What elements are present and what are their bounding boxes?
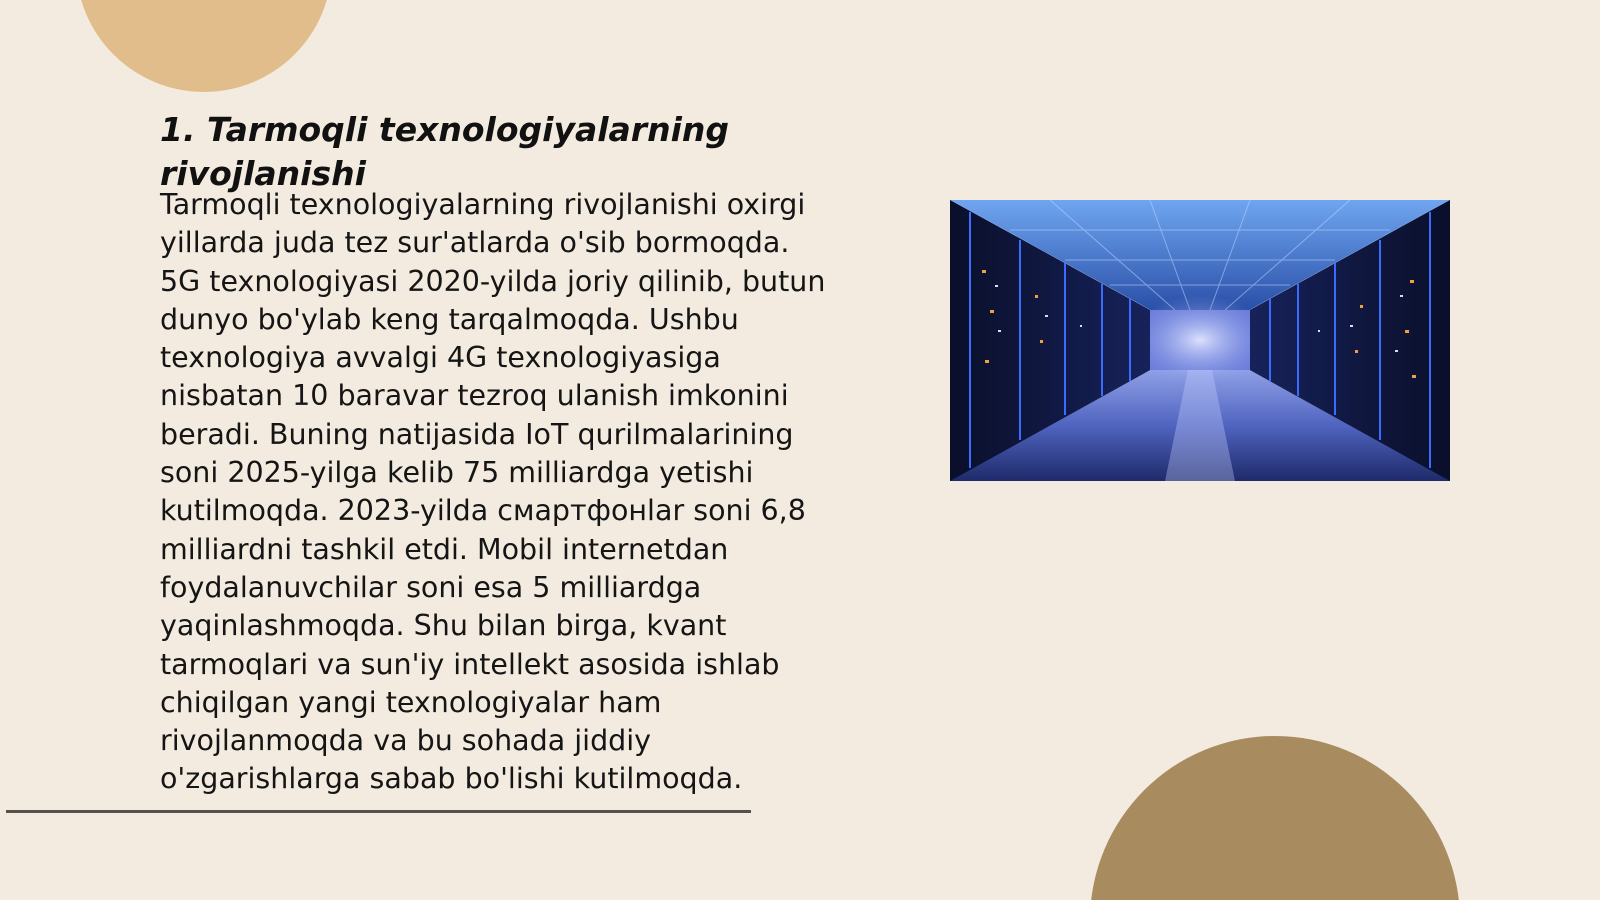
slide-body-text: Tarmoqli texnologiyalarning rivojlanishi oxirgi yillarda juda tez sur'atlarda o'sib bormoqda. 5G texnologiyasi 2020-yilda joriy qilinib, butun dunyo bo'ylab keng tarqalmoqda. Ushbu texnologiya avvalgi 4G texnologiyasiga nisbatan 10 baravar tezroq ulanish imkonini beradi. Buning natijasida IoT qurilmalarining soni 2025-yilga kelib 75 milliardga yetishi kutilmoqda. 2023-yilda смартфонlar soni 6,8 milliardni tashkil etdi. Mobil internetdan foydalanuvchilar soni esa 5 milliardga yaqinlashmoqda. Shu bilan birga, kvant tarmoqlari va sun'iy intellekt asosida ishlab chiqilgan yangi texnologiyalar ham rivojlanmoqda va bu sohada jiddiy o'zgarishlarga sabab bo'lishi kutilmoqda. [160, 188, 826, 796]
server-room-image [950, 200, 1450, 481]
decorative-circle-bottom [1090, 736, 1460, 900]
slide-title: 1. Tarmoqli texnologiyalarning rivojlanishi [160, 110, 729, 193]
divider-line [6, 810, 751, 813]
decorative-circle-top [76, 0, 332, 92]
